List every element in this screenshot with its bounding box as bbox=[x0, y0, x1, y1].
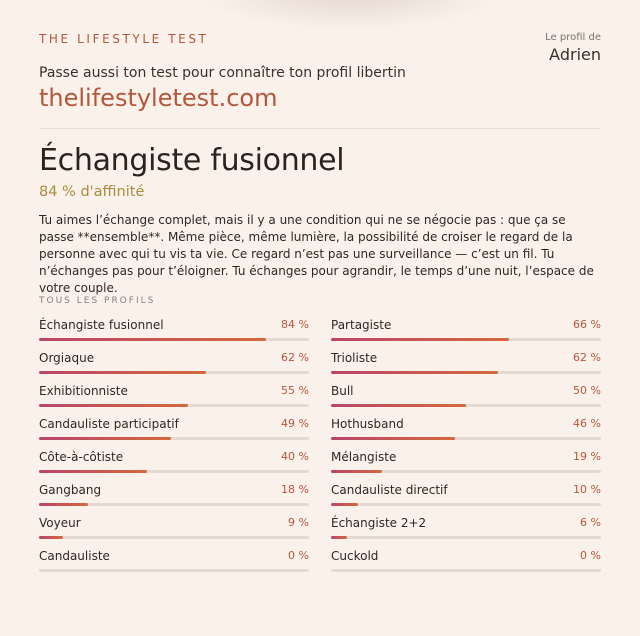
progress-track bbox=[39, 437, 309, 440]
profile-percent: 6 % bbox=[580, 516, 601, 529]
progress-track bbox=[39, 404, 309, 407]
profile-row bbox=[39, 384, 309, 412]
profile-row bbox=[331, 351, 601, 379]
profile-percent: 10 % bbox=[573, 483, 601, 496]
profile-percent: 84 % bbox=[281, 318, 309, 331]
progress-track bbox=[331, 404, 601, 407]
progress-fill bbox=[331, 536, 347, 539]
progress-fill bbox=[331, 437, 455, 440]
profile-row bbox=[39, 549, 309, 577]
profile-name-label: Voyeur bbox=[39, 516, 81, 530]
profile-of-label: Le profil de bbox=[545, 32, 601, 43]
progress-track bbox=[39, 338, 309, 341]
profile-row bbox=[39, 351, 309, 379]
profile-row bbox=[331, 450, 601, 478]
progress-fill bbox=[331, 404, 466, 407]
progress-track bbox=[39, 569, 309, 572]
divider bbox=[39, 128, 601, 129]
profile-percent: 66 % bbox=[573, 318, 601, 331]
profile-row bbox=[39, 318, 309, 346]
profile-percent: 62 % bbox=[573, 351, 601, 364]
progress-fill bbox=[39, 536, 63, 539]
brand-label: THE LIFESTYLE TEST bbox=[39, 32, 209, 46]
progress-track bbox=[331, 437, 601, 440]
progress-fill bbox=[39, 437, 171, 440]
profile-row bbox=[331, 384, 601, 412]
progress-track bbox=[331, 536, 601, 539]
profile-percent: 49 % bbox=[281, 417, 309, 430]
progress-track bbox=[331, 569, 601, 572]
progress-track bbox=[39, 536, 309, 539]
progress-fill bbox=[331, 338, 509, 341]
profile-row bbox=[39, 450, 309, 478]
profile-percent: 0 % bbox=[580, 549, 601, 562]
progress-fill bbox=[39, 404, 188, 407]
progress-track bbox=[331, 338, 601, 341]
profile-percent: 0 % bbox=[288, 549, 309, 562]
progress-fill bbox=[331, 371, 498, 374]
profile-percent: 19 % bbox=[573, 450, 601, 463]
profile-name-label: Gangbang bbox=[39, 483, 102, 497]
invite-text: Passe aussi ton test pour connaître ton profil libertin bbox=[39, 65, 406, 81]
site-link[interactable]: thelifestyletest.com bbox=[39, 84, 278, 112]
progress-track bbox=[39, 503, 309, 506]
progress-fill bbox=[39, 503, 88, 506]
affinity-score: 84 % d'affinité bbox=[39, 184, 145, 200]
profile-name: Adrien bbox=[549, 45, 601, 64]
progress-fill bbox=[39, 338, 266, 341]
profile-row bbox=[331, 417, 601, 445]
profile-name-label: Échangiste fusionnel bbox=[39, 318, 164, 332]
profile-percent: 62 % bbox=[281, 351, 309, 364]
result-title: Échangiste fusionnel bbox=[39, 143, 345, 178]
profile-percent: 50 % bbox=[573, 384, 601, 397]
profile-percent: 40 % bbox=[281, 450, 309, 463]
profile-name-label: Échangiste 2+2 bbox=[331, 516, 427, 530]
profile-name-label: Candauliste participatif bbox=[39, 417, 179, 431]
profile-row bbox=[331, 318, 601, 346]
profile-name-label: Hothusband bbox=[331, 417, 404, 431]
result-description: Tu aimes l’échange complet, mais il y a une condition qui ne se négocie pas : que ça se passe **ensemble**. Même pièce, même lumière, la possibilité de croiser le regard de la personne avec qui tu vis ta vie. Ce regard n’est pas une surveillance — c’est un fil. Tu n’échanges pas pour t’éloigner. Tu échanges pour agrandir, le temps d’une nuit, l’espace de votre couple. bbox=[39, 213, 594, 295]
progress-track bbox=[331, 470, 601, 473]
profile-name-label: Cuckold bbox=[331, 549, 379, 563]
profile-name-label: Partagiste bbox=[331, 318, 392, 332]
profile-name-label: Candauliste bbox=[39, 549, 110, 563]
profile-row bbox=[39, 516, 309, 544]
progress-fill bbox=[331, 503, 358, 506]
profile-percent: 18 % bbox=[281, 483, 309, 496]
profile-name-label: Exhibitionniste bbox=[39, 384, 128, 398]
profile-name-label: Côte-à-côtiste bbox=[39, 450, 124, 464]
progress-fill bbox=[39, 371, 206, 374]
profile-name-label: Bull bbox=[331, 384, 354, 398]
profile-row bbox=[331, 549, 601, 577]
progress-track bbox=[331, 503, 601, 506]
progress-track bbox=[331, 371, 601, 374]
profile-row bbox=[331, 483, 601, 511]
progress-fill bbox=[39, 470, 147, 473]
all-profiles-label: TOUS LES PROFILS bbox=[39, 296, 156, 306]
profile-name-label: Mélangiste bbox=[331, 450, 397, 464]
profile-percent: 55 % bbox=[281, 384, 309, 397]
profile-name-label: Trioliste bbox=[331, 351, 378, 365]
profile-name-label: Candauliste directif bbox=[331, 483, 448, 497]
profile-row bbox=[39, 417, 309, 445]
profile-row bbox=[39, 483, 309, 511]
progress-fill bbox=[331, 470, 382, 473]
progress-track bbox=[39, 470, 309, 473]
progress-track bbox=[39, 371, 309, 374]
profile-name-label: Orgiaque bbox=[39, 351, 95, 365]
profile-row bbox=[331, 516, 601, 544]
top-glow bbox=[200, 0, 500, 30]
profile-percent: 46 % bbox=[573, 417, 601, 430]
profile-percent: 9 % bbox=[288, 516, 309, 529]
